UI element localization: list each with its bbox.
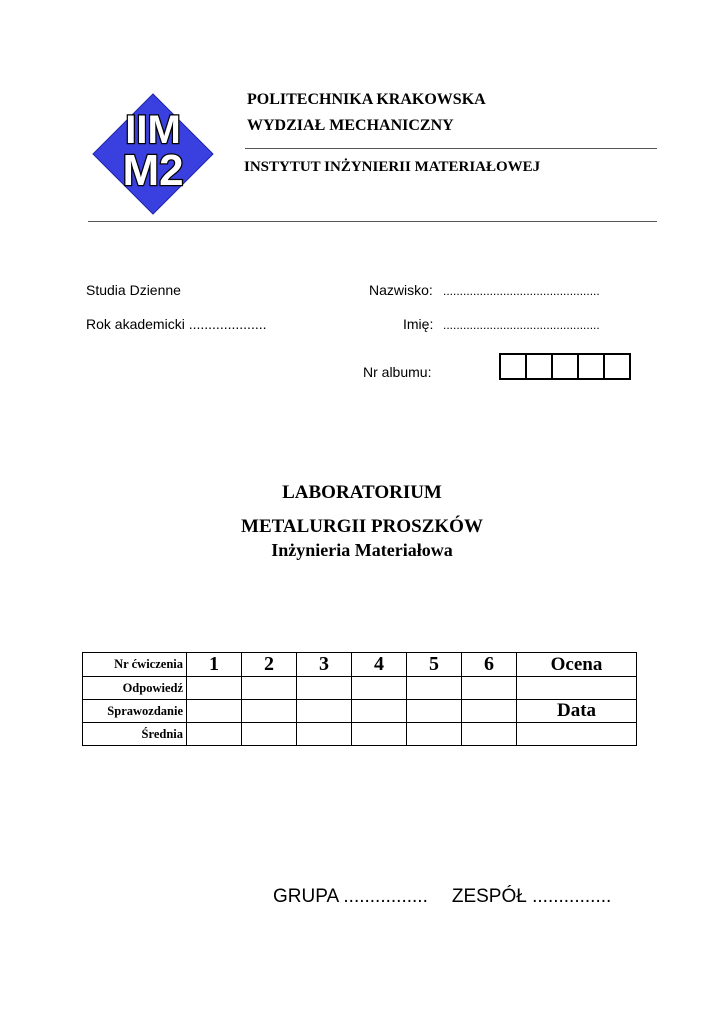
album-digit-box[interactable] (605, 355, 629, 378)
logo-text-bottom: M2 (122, 146, 184, 195)
institute-logo (92, 93, 214, 215)
exercise-number-label: Nr ćwiczenia (83, 653, 187, 677)
album-number-label: Nr albumu: (363, 364, 432, 380)
exercise-number: 4 (352, 653, 407, 677)
title-course: METALURGII PROSZKÓW (241, 516, 483, 537)
album-digit-box[interactable] (579, 355, 605, 378)
table-cell[interactable] (242, 700, 297, 723)
team-field[interactable]: ZESPÓŁ ............... (451, 886, 612, 907)
table-row (83, 700, 637, 723)
table-cell[interactable] (352, 723, 407, 746)
table-cell[interactable] (187, 723, 242, 746)
study-mode: Studia Dzienne (86, 282, 181, 298)
table-cell[interactable] (407, 677, 462, 700)
exercise-number: 2 (242, 653, 297, 677)
album-digit-box[interactable] (527, 355, 553, 378)
name-field[interactable]: ............................................... (443, 318, 600, 332)
table-cell[interactable] (462, 677, 517, 700)
academic-year-field[interactable]: Rok akademicki .................... (86, 316, 267, 332)
grade-value-cell[interactable] (517, 677, 637, 700)
surname-label: Nazwisko: (369, 282, 433, 298)
row-label: Sprawozdanie (83, 700, 187, 723)
table-cell[interactable] (407, 723, 462, 746)
table-cell[interactable] (352, 700, 407, 723)
table-row (83, 723, 637, 746)
table-row (83, 677, 637, 700)
group-field[interactable]: GRUPA ................ (273, 886, 428, 907)
table-cell[interactable] (297, 723, 352, 746)
table-cell[interactable] (462, 700, 517, 723)
table-cell[interactable] (242, 723, 297, 746)
album-digit-box[interactable] (553, 355, 579, 378)
table-cell[interactable] (187, 700, 242, 723)
logo-text-top: IIM (125, 108, 181, 152)
table-cell[interactable] (352, 677, 407, 700)
grade-table (82, 652, 637, 746)
date-label: Data (517, 700, 637, 723)
university-name: POLITECHNIKA KRAKOWSKA (247, 91, 486, 108)
table-cell[interactable] (242, 677, 297, 700)
exercise-number: 3 (297, 653, 352, 677)
faculty-name: WYDZIAŁ MECHANICZNY (247, 117, 454, 134)
table-cell[interactable] (297, 677, 352, 700)
exercise-number: 5 (407, 653, 462, 677)
table-cell[interactable] (187, 677, 242, 700)
exercise-number: 6 (462, 653, 517, 677)
table-cell[interactable] (297, 700, 352, 723)
header-divider (245, 148, 657, 149)
group-team-line (273, 886, 611, 908)
row-label: Odpowiedź (83, 677, 187, 700)
surname-field[interactable]: ............................................... (443, 284, 600, 298)
album-digit-box[interactable] (501, 355, 527, 378)
exercise-number: 1 (187, 653, 242, 677)
grade-label: Ocena (517, 653, 637, 677)
row-label: Średnia (83, 723, 187, 746)
page-divider (88, 221, 657, 222)
table-cell[interactable] (462, 723, 517, 746)
institute-name: INSTYTUT INŻYNIERII MATERIAŁOWEJ (244, 159, 541, 175)
title-laboratory: LABORATORIUM (282, 482, 442, 503)
title-major: Inżynieria Materiałowa (271, 540, 453, 560)
name-label: Imię: (403, 316, 434, 332)
table-row (83, 653, 637, 677)
date-value-cell[interactable] (517, 723, 637, 746)
album-number-boxes[interactable] (499, 353, 631, 380)
table-cell[interactable] (407, 700, 462, 723)
